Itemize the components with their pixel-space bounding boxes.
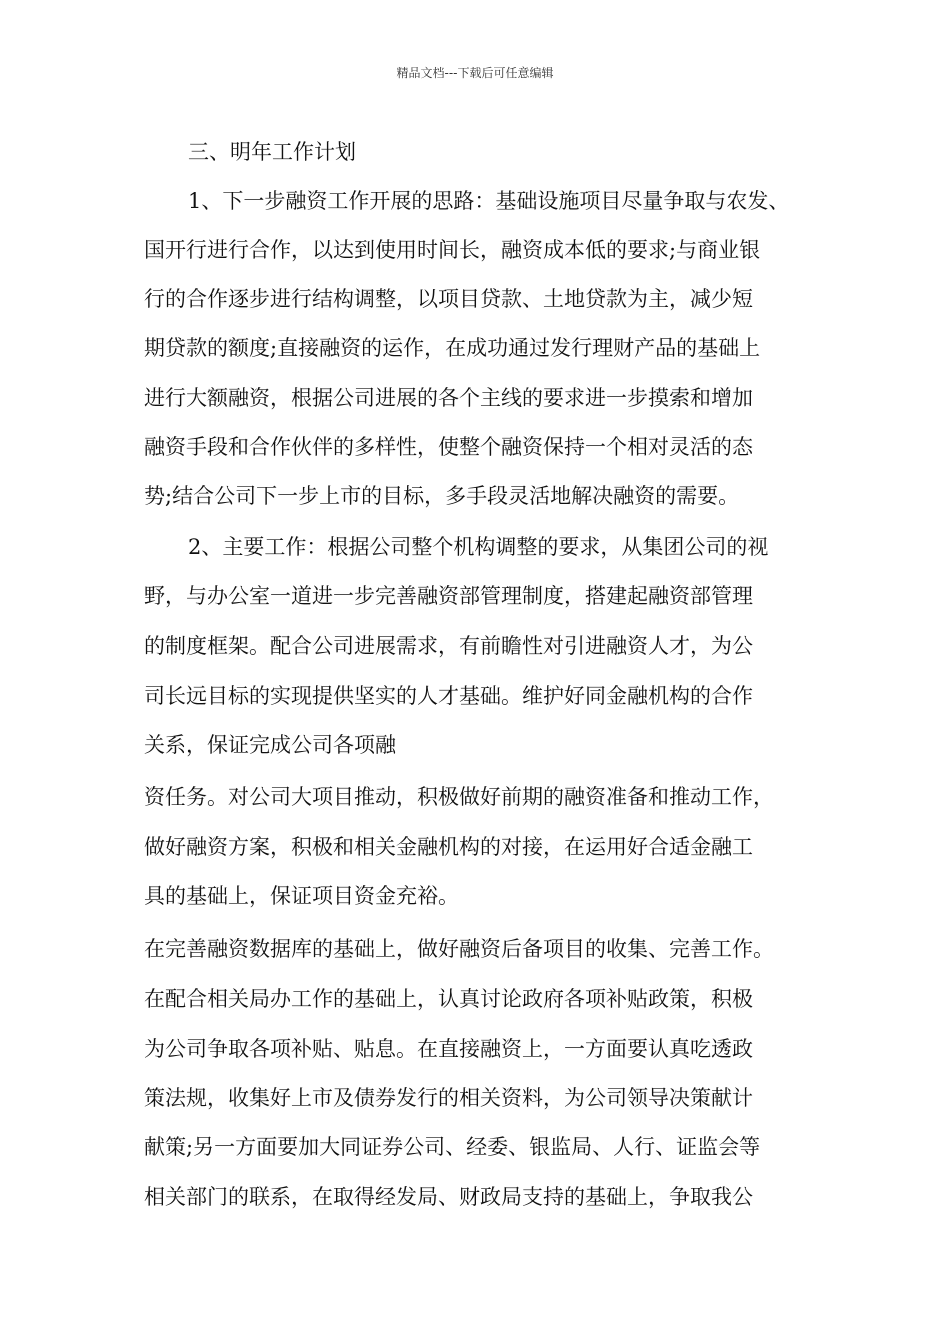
paragraph-line: 相关部门的联系，在取得经发局、财政局支持的基础上，争取我公 (144, 1185, 753, 1209)
paragraph-line: 的制度框架。配合公司进展需求，有前瞻性对引进融资人才，为公 (144, 634, 753, 658)
paragraph-line: 在完善融资数据库的基础上，做好融资后备项目的收集、完善工作。 (144, 937, 774, 961)
paragraph-line: 野，与办公室一道进一步完善融资部管理制度，搭建起融资部管理 (144, 584, 753, 608)
paragraph-line: 2、主要工作：根据公司整个机构调整的要求，从集团公司的视 (188, 535, 769, 559)
paragraph-line: 1、下一步融资工作开展的思路：基础设施项目尽量争取与农发、 (188, 189, 790, 213)
paragraph-line: 做好融资方案，积极和相关金融机构的对接，在运用好合适金融工 (144, 835, 753, 859)
paragraph-line: 策法规，收集好上市及债券发行的相关资料，为公司领导决策献计 (144, 1086, 753, 1110)
paragraph-line: 关系，保证完成公司各项融 (144, 733, 396, 757)
paragraph-line: 献策;另一方面要加大同证券公司、经委、银监局、人行、证监会等 (144, 1135, 761, 1159)
paragraph-line: 行的合作逐步进行结构调整，以项目贷款、土地贷款为主，减少短 (144, 287, 753, 311)
paragraph-line: 期贷款的额度;直接融资的运作，在成功通过发行理财产品的基础上 (144, 336, 761, 360)
paragraph-line: 具的基础上，保证项目资金充裕。 (144, 884, 459, 908)
paragraph-line: 国开行进行合作，以达到使用时间长，融资成本低的要求;与商业银 (144, 238, 761, 262)
paragraph-line: 在配合相关局办工作的基础上，认真讨论政府各项补贴政策，积极 (144, 987, 753, 1011)
paragraph-line: 为公司争取各项补贴、贴息。在直接融资上，一方面要认真吃透政 (144, 1037, 753, 1061)
paragraph-line: 进行大额融资，根据公司进展的各个主线的要求进一步摸索和增加 (144, 386, 753, 410)
paragraph-line: 融资手段和合作伙伴的多样性，使整个融资保持一个相对灵活的态 (144, 435, 753, 459)
paragraph-line: 司长远目标的实现提供坚实的人才基础。维护好同金融机构的合作 (144, 684, 753, 708)
paragraph-line: 资任务。对公司大项目推动，积极做好前期的融资准备和推动工作， (144, 785, 774, 809)
page-header: 精品文档---下载后可任意编辑 (396, 66, 554, 80)
paragraph-line: 势;结合公司下一步上市的目标，多手段灵活地解决融资的需要。 (144, 484, 740, 508)
section-heading: 三、明年工作计划 (188, 140, 356, 164)
